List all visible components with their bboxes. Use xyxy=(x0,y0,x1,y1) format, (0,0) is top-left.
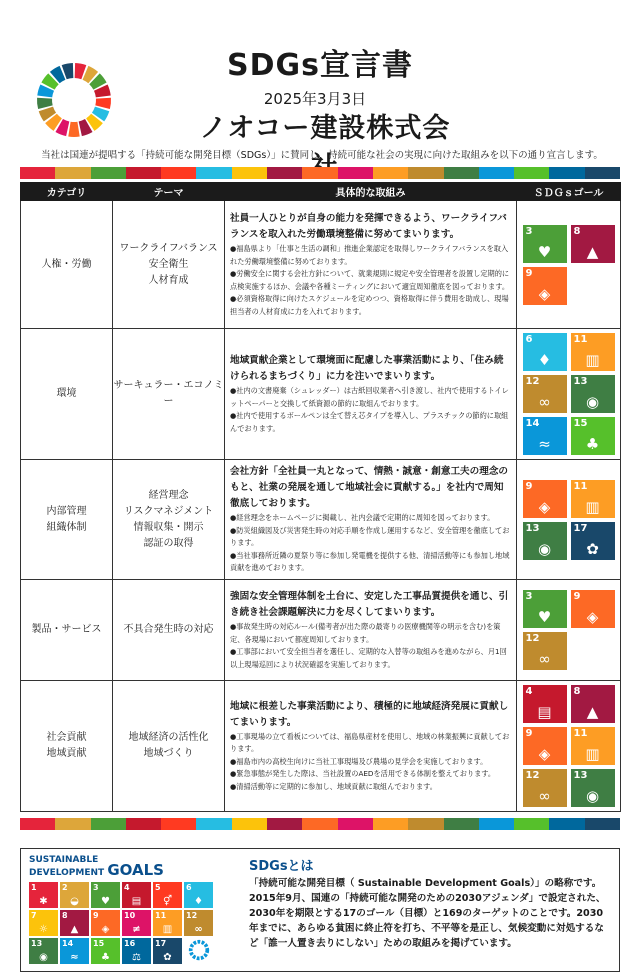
header xyxy=(0,0,640,170)
stripe-segment xyxy=(585,818,620,830)
mini-goal-tile: 4 ▤ xyxy=(122,882,151,908)
goal-icon: ▲ xyxy=(586,242,599,261)
stripe-segment xyxy=(126,167,161,179)
action-bullet: ●清掃活動等に定期的に参加し、地域貢献に取組んでおります。 xyxy=(230,781,437,791)
mini-goal-icon: ∞ xyxy=(194,924,203,935)
goal-icon: ◉ xyxy=(585,787,600,805)
stripe-segment xyxy=(126,818,161,830)
goals-cell xyxy=(517,329,621,460)
goal-number: 11 xyxy=(573,334,588,345)
stripe-segment xyxy=(55,167,90,179)
goal-number: 12 xyxy=(525,770,540,781)
stripe-segment xyxy=(338,167,373,179)
sdg-goal-tile xyxy=(571,333,615,371)
goal-number: 11 xyxy=(573,728,588,739)
sdg-goal-tile xyxy=(571,590,615,628)
category-label: 内部管理 xyxy=(46,505,87,517)
goal-icon: ◈ xyxy=(538,497,551,516)
goal-icon: ◉ xyxy=(537,539,552,558)
stripe-segment xyxy=(444,167,479,179)
stripe-segment xyxy=(373,167,408,179)
theme-cell xyxy=(113,580,225,681)
sdgs-table xyxy=(20,182,621,812)
intro-text: 当社は国連が提唱する「持続可能な開発目標（SDGs）」に賛同し、持続可能な社会の実現に向けた取組みを以下の通り宣言します。 xyxy=(41,150,603,161)
sdg-goal-tile xyxy=(523,632,567,670)
goal-icon: ◈ xyxy=(538,745,551,763)
actions-cell xyxy=(225,681,517,812)
sdg-goal-tile xyxy=(571,417,615,455)
goal-number: 14 xyxy=(525,418,540,429)
sdg-goal-tile xyxy=(523,480,567,518)
category-cell xyxy=(21,201,113,329)
mini-goal-icon: ▤ xyxy=(131,896,142,907)
theme-label: 地域づくり xyxy=(143,748,194,759)
stripe-segment xyxy=(267,818,302,830)
sdg-goal-tile xyxy=(523,727,567,765)
stripe-segment xyxy=(196,818,231,830)
wheel-segment xyxy=(68,122,79,137)
theme-label: 安全衛生 xyxy=(148,258,189,270)
category-cell xyxy=(21,580,113,681)
sdg-goal-tile xyxy=(571,375,615,413)
theme-label: サーキュラー・エコノミー xyxy=(113,380,224,407)
stripe-segment xyxy=(91,167,126,179)
mini-goal-tile: 16 ⚖ xyxy=(122,938,151,964)
sdg-goal-tile xyxy=(523,522,567,560)
sdg-goal-tile xyxy=(523,225,567,263)
header-actions: 具体的な取組み xyxy=(225,183,517,201)
mini-goal-tile: 1 ✱ xyxy=(29,882,58,908)
mini-goal-icon: ♣ xyxy=(101,952,110,963)
mini-goal-tile: 2 ◒ xyxy=(60,882,89,908)
header-theme: テーマ xyxy=(113,183,225,201)
action-bullet: ●防災組織図及び災害発生時の対応手順を作成し運用するなど、安全管理を徹底しております。 xyxy=(230,525,510,548)
goal-icon: ◈ xyxy=(538,284,551,303)
color-stripe-top xyxy=(20,167,620,179)
goal-number: 13 xyxy=(525,522,540,534)
action-lead: 会社方針「全社員一丸となって、情熱・誠意・創意工夫の理念のもと、社業の発展を通して地域社会に貢献する。」を社内で周知徹底しております。 xyxy=(230,466,509,510)
goal-tiles xyxy=(523,333,614,455)
mini-goal-icon: ▥ xyxy=(162,924,173,935)
mini-goal-tile: 14 ≈ xyxy=(60,938,89,964)
mini-goal-icon: ♦ xyxy=(194,896,203,907)
mini-goal-tile: 12 ∞ xyxy=(184,910,213,936)
mini-goal-tile: 9 ◈ xyxy=(91,910,120,936)
action-bullet: ●当社事務所近隣の夏祭り等に参加し発電機を提供する他、清掃活動等にも参加し地域貢献を進めております。 xyxy=(230,550,510,573)
goal-number: 13 xyxy=(573,376,588,387)
stripe-segment xyxy=(479,167,514,179)
sdgs-explanation-box xyxy=(20,848,620,972)
goal-tiles xyxy=(523,480,614,560)
action-lead: 地域貢献企業として環境面に配慮した事業活動により、「住み続けられるまちづくり」に力を注いでまいります。 xyxy=(230,355,504,382)
goal-number: 9 xyxy=(525,728,533,739)
sdg-goal-tile xyxy=(571,522,615,560)
action-lead: 地域に根差した事業活動により、積極的に地域経済発展に貢献してまいります。 xyxy=(230,700,509,728)
stripe-segment xyxy=(20,818,55,830)
category-cell xyxy=(21,460,113,580)
stripe-segment xyxy=(161,167,196,179)
category-label: 人権・労働 xyxy=(41,258,92,270)
goal-icon: ∞ xyxy=(538,787,551,805)
stripe-segment xyxy=(514,167,549,179)
goal-icon: ▤ xyxy=(537,703,552,721)
action-bullet: ●事故発生時の対応ルール(備考者が出た際の最寄りの医療機関等の明示を含む)を策定、各現場において都度周知しております。 xyxy=(230,622,501,644)
mini-goal-tile: 7 ☼ xyxy=(29,910,58,936)
mini-goal-icon: ✿ xyxy=(163,952,172,963)
sdgs-logo xyxy=(29,855,225,878)
color-stripe-bottom xyxy=(20,818,620,830)
goal-number: 12 xyxy=(525,633,540,644)
mini-goal-icon: ≠ xyxy=(132,924,141,935)
logo-sustainable: SUSTAINABLE xyxy=(29,855,99,865)
table-row xyxy=(21,201,621,329)
stripe-segment xyxy=(91,818,126,830)
goal-icon: ♥ xyxy=(537,608,552,626)
mini-goal-icon: ⚖ xyxy=(132,952,141,963)
table-header-row xyxy=(21,183,621,201)
goal-tiles xyxy=(523,685,614,807)
goal-number: 8 xyxy=(573,686,581,697)
stripe-segment xyxy=(267,167,302,179)
table-row xyxy=(21,329,621,460)
goal-icon: ▥ xyxy=(585,351,600,369)
actions-cell xyxy=(225,460,517,580)
action-bullet: ●経営理念をホームページに掲載し、社内会議で定期的に周知を図っております。 xyxy=(230,513,495,523)
logo-development: DEVELOPMENT xyxy=(29,868,105,878)
sdgs-body: 「持続可能な開発目標（ Sustainable Development Goals）」の略称です。2015年9月、国連の「持続可能な開発のための2030アジェンダ」で設定された、2030年を期限とする17のゴール（目標）と169のターゲットのことです。2030年までに、あらゆる貧困に終止符を打ち、不平等を是正し、気候変動に対処するなど「誰一人置き去りにしない」ための取組みを掲げています。 xyxy=(249,878,606,949)
action-lead: 強固な安全管理体制を土台に、安定した工事品質提供を通じ、引き続き社会課題解決に力を尽くしてまいります。 xyxy=(230,591,509,618)
table-row xyxy=(21,681,621,812)
mini-goal-tile: 3 ♥ xyxy=(91,882,120,908)
goal-icon: ♣ xyxy=(585,435,600,453)
goal-number: 9 xyxy=(573,591,581,602)
category-label: 製品・サービス xyxy=(31,624,102,635)
goal-number: 9 xyxy=(525,267,533,279)
goal-number: 15 xyxy=(573,418,588,429)
goal-icon: ▥ xyxy=(585,745,600,763)
goal-icon: ◉ xyxy=(585,393,600,411)
goal-icon: ▲ xyxy=(586,703,599,721)
category-label: 社会貢献 xyxy=(46,732,87,743)
theme-label: 認証の取得 xyxy=(143,537,194,549)
stripe-segment xyxy=(408,818,443,830)
mini-goal-tile: 10 ≠ xyxy=(122,910,151,936)
stripe-segment xyxy=(408,167,443,179)
sdgs-goals-panel xyxy=(29,855,225,967)
header-category: カテゴリ xyxy=(21,183,113,201)
stripe-segment xyxy=(479,818,514,830)
actions-cell xyxy=(225,329,517,460)
mini-goal-tile: 15 ♣ xyxy=(91,938,120,964)
mini-goal-tile: 11 ▥ xyxy=(153,910,182,936)
goal-icon: ✿ xyxy=(586,539,599,558)
action-bullet: ●工事部において安全担当者を選任し、定期的な入替等の取組みを進めながら、月1回以上現場巡回により状況確認を実施しております。 xyxy=(230,647,507,669)
goal-number: 13 xyxy=(573,770,588,781)
goal-icon: ◈ xyxy=(586,608,599,626)
actions-cell xyxy=(225,580,517,681)
sdg-goal-tile xyxy=(571,727,615,765)
action-bullet: ●労働安全に関する会社方針について、就業規則に規定や安全管理者を設置し定期的に点検実施するほか、会議や各種ミーティングにおいて適宜周知徹底を図っております。 xyxy=(230,269,510,291)
stripe-segment xyxy=(514,818,549,830)
sdgs-wheel-mini-icon xyxy=(184,938,213,964)
category-cell xyxy=(21,329,113,460)
mini-goal-icon: ≈ xyxy=(70,952,79,963)
goal-tiles xyxy=(523,590,614,670)
mini-goal-tile: 8 ▲ xyxy=(60,910,89,936)
category-cell xyxy=(21,681,113,812)
page-title: SDGs宣言書 xyxy=(227,48,413,83)
goal-icon: ≈ xyxy=(538,435,551,453)
goals-cell xyxy=(517,460,621,580)
mini-goal-icon: ◈ xyxy=(101,924,110,935)
sdg-goal-tile xyxy=(571,685,615,723)
mini-goal-icon: ☼ xyxy=(39,924,48,935)
stripe-segment xyxy=(585,167,620,179)
sdg-goal-tile xyxy=(571,769,615,807)
theme-cell xyxy=(113,201,225,329)
theme-cell xyxy=(113,460,225,580)
theme-cell xyxy=(113,329,225,460)
header-goals: ＳＤＧｓゴール xyxy=(517,183,621,201)
theme-label: 不具合発生時の対応 xyxy=(123,624,214,635)
goal-number: 3 xyxy=(525,225,533,237)
mini-goal-tile: 6 ♦ xyxy=(184,882,213,908)
theme-label: リスクマネジメント xyxy=(123,505,214,517)
actions-cell xyxy=(225,201,517,329)
goal-number: 12 xyxy=(525,376,540,387)
stripe-segment xyxy=(20,167,55,179)
stripe-segment xyxy=(232,167,267,179)
stripe-segment xyxy=(338,818,373,830)
action-bullet: ●緊急事態が発生した際は、当社設置のAEDを活用できる体制を整えております。 xyxy=(230,769,496,779)
mini-goal-tile: 13 ◉ xyxy=(29,938,58,964)
goals-cell xyxy=(517,681,621,812)
theme-label: 地域経済の活性化 xyxy=(128,732,209,743)
category-label: 環境 xyxy=(56,388,77,399)
goal-number: 4 xyxy=(525,686,533,697)
action-bullet: ●社内で使用するボールペンは全て替え芯タイプを導入し、プラスチックの節約に取組んでおります。 xyxy=(230,411,509,433)
goal-number: 11 xyxy=(573,480,588,492)
sdg-goal-tile xyxy=(571,480,615,518)
goal-number: 6 xyxy=(525,334,533,345)
goal-number: 3 xyxy=(525,591,533,602)
stripe-segment xyxy=(161,818,196,830)
stripe-segment xyxy=(444,818,479,830)
goal-icon: ♦ xyxy=(537,351,552,369)
goal-icon: ▥ xyxy=(585,497,600,516)
mini-goal-icon: ✱ xyxy=(39,896,48,907)
sdg-goal-tile xyxy=(523,375,567,413)
stripe-segment xyxy=(549,818,584,830)
goal-icon: ∞ xyxy=(538,650,551,668)
sdg-goal-tile xyxy=(523,590,567,628)
stripe-segment xyxy=(549,167,584,179)
mini-goal-tile: 17 ✿ xyxy=(153,938,182,964)
declaration-date: 2025年3月3日 xyxy=(263,90,367,108)
mini-goal-icon: ♥ xyxy=(101,896,110,907)
action-lead: 社員一人ひとりが自身の能力を発揮できるよう、ワークライフバランスを取入れた労働環境整備に努めてまいります。 xyxy=(230,213,507,240)
goals-cell xyxy=(517,580,621,681)
goal-number: 17 xyxy=(573,522,588,534)
mini-goal-icon: ▲ xyxy=(70,924,79,935)
stripe-segment xyxy=(232,818,267,830)
sdg-goal-tile xyxy=(571,225,615,263)
stripe-segment xyxy=(55,818,90,830)
goal-icon: ∞ xyxy=(538,393,551,411)
sdg-goal-tile xyxy=(523,417,567,455)
table-row xyxy=(21,460,621,580)
sdg-goal-tile xyxy=(523,267,567,305)
mini-goal-icon: ⚥ xyxy=(162,896,173,907)
theme-label: ワークライフバランス xyxy=(119,242,218,254)
sdgs-heading: SDGsとは xyxy=(249,859,314,874)
category-label: 組織体制 xyxy=(46,521,87,533)
stripe-segment xyxy=(196,167,231,179)
theme-label: 経営理念 xyxy=(148,489,189,501)
table-row xyxy=(21,580,621,681)
action-bullet: ●必須資格取得に向けたスケジュールを定めつつ、資格取得に伴う費用を助成し、現場担当者の人材育成に力を入れております。 xyxy=(230,294,509,316)
goal-tiles xyxy=(523,225,614,305)
stripe-segment xyxy=(302,167,337,179)
sdgs-description xyxy=(249,855,609,951)
sdg-goal-tile xyxy=(523,333,567,371)
mini-goal-tile: 5 ⚥ xyxy=(153,882,182,908)
action-bullet: ●福島市内の高校生向けに当社工事現場及び農場の見学会を実施しております。 xyxy=(230,756,488,766)
action-bullet: ●工事現場の立て看板については、福島県産材を使用し、地域の林業振興に貢献しております。 xyxy=(230,731,510,754)
theme-cell xyxy=(113,681,225,812)
logo-goals: GOALS xyxy=(107,861,164,879)
stripe-segment xyxy=(373,818,408,830)
mini-goal-icon: ◉ xyxy=(39,952,48,963)
wheel-segment xyxy=(37,98,53,109)
wheel-segment xyxy=(95,98,111,109)
company-name: ノオコー建設株式会 xyxy=(199,113,451,144)
action-bullet: ●社内の文書廃棄（シュレッダー）は古紙回収業者へ引き渡し、社内で使用するトイレットペーパーと交換して紙資源の節約に取組んでおります。 xyxy=(230,386,509,408)
sdgs-goal-grid xyxy=(29,882,225,964)
mini-goal-icon: ◒ xyxy=(70,896,79,907)
goal-number: 9 xyxy=(525,480,533,492)
goals-cell xyxy=(517,201,621,329)
sdg-goal-tile xyxy=(523,769,567,807)
stripe-segment xyxy=(302,818,337,830)
action-bullet: ●福島県より「仕事と生活の調和」推進企業認定を取得しワークライフバランスを取入れた労働環境整備に努めております。 xyxy=(230,244,509,266)
goal-icon: ♥ xyxy=(537,242,552,261)
category-label: 地域貢献 xyxy=(46,748,87,759)
theme-label: 人材育成 xyxy=(148,274,189,286)
goal-number: 8 xyxy=(573,225,581,237)
theme-label: 情報収集・開示 xyxy=(133,521,204,533)
sdg-goal-tile xyxy=(523,685,567,723)
